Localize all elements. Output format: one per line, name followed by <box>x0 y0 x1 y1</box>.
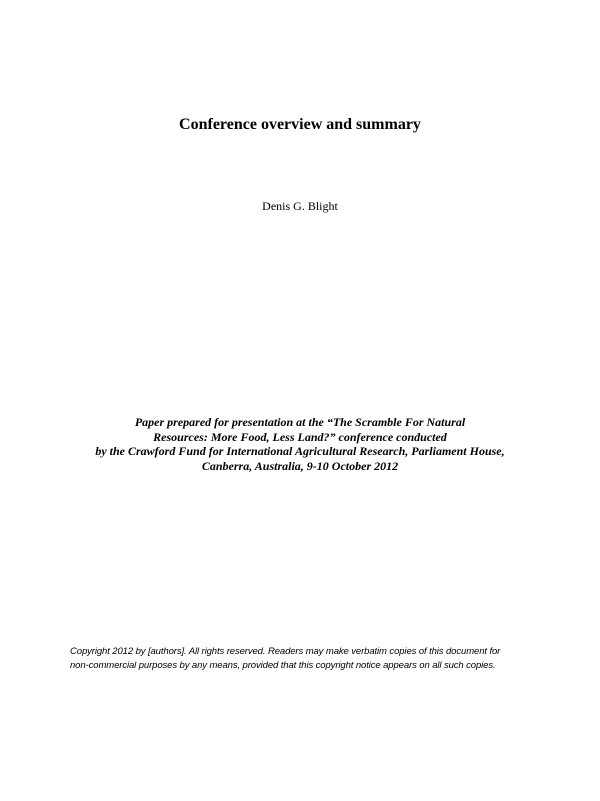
presentation-line: Paper prepared for presentation at the “The Scramble For Natural <box>134 415 466 429</box>
presentation-line: Resources: More Food, Less Land?” conference conducted <box>153 429 447 444</box>
presentation-line: Canberra, Australia, 9-10 October 2012 <box>201 458 399 473</box>
copyright-line: non-commercial purposes by any means, provided that this copyright notice appears on all such copies. <box>70 660 496 671</box>
paper-title: Conference overview and summary <box>179 116 421 133</box>
author-name: Denis G. Blight <box>262 199 338 213</box>
copyright-notice <box>70 645 570 673</box>
presentation-line: by the Crawford Fund for International Agricultural Research, Parliament House, <box>95 444 505 458</box>
copyright-line: Copyright 2012 by [authors]. All rights reserved. Readers may make verbatim copies of this document for <box>70 646 501 657</box>
presentation-note <box>0 415 600 473</box>
